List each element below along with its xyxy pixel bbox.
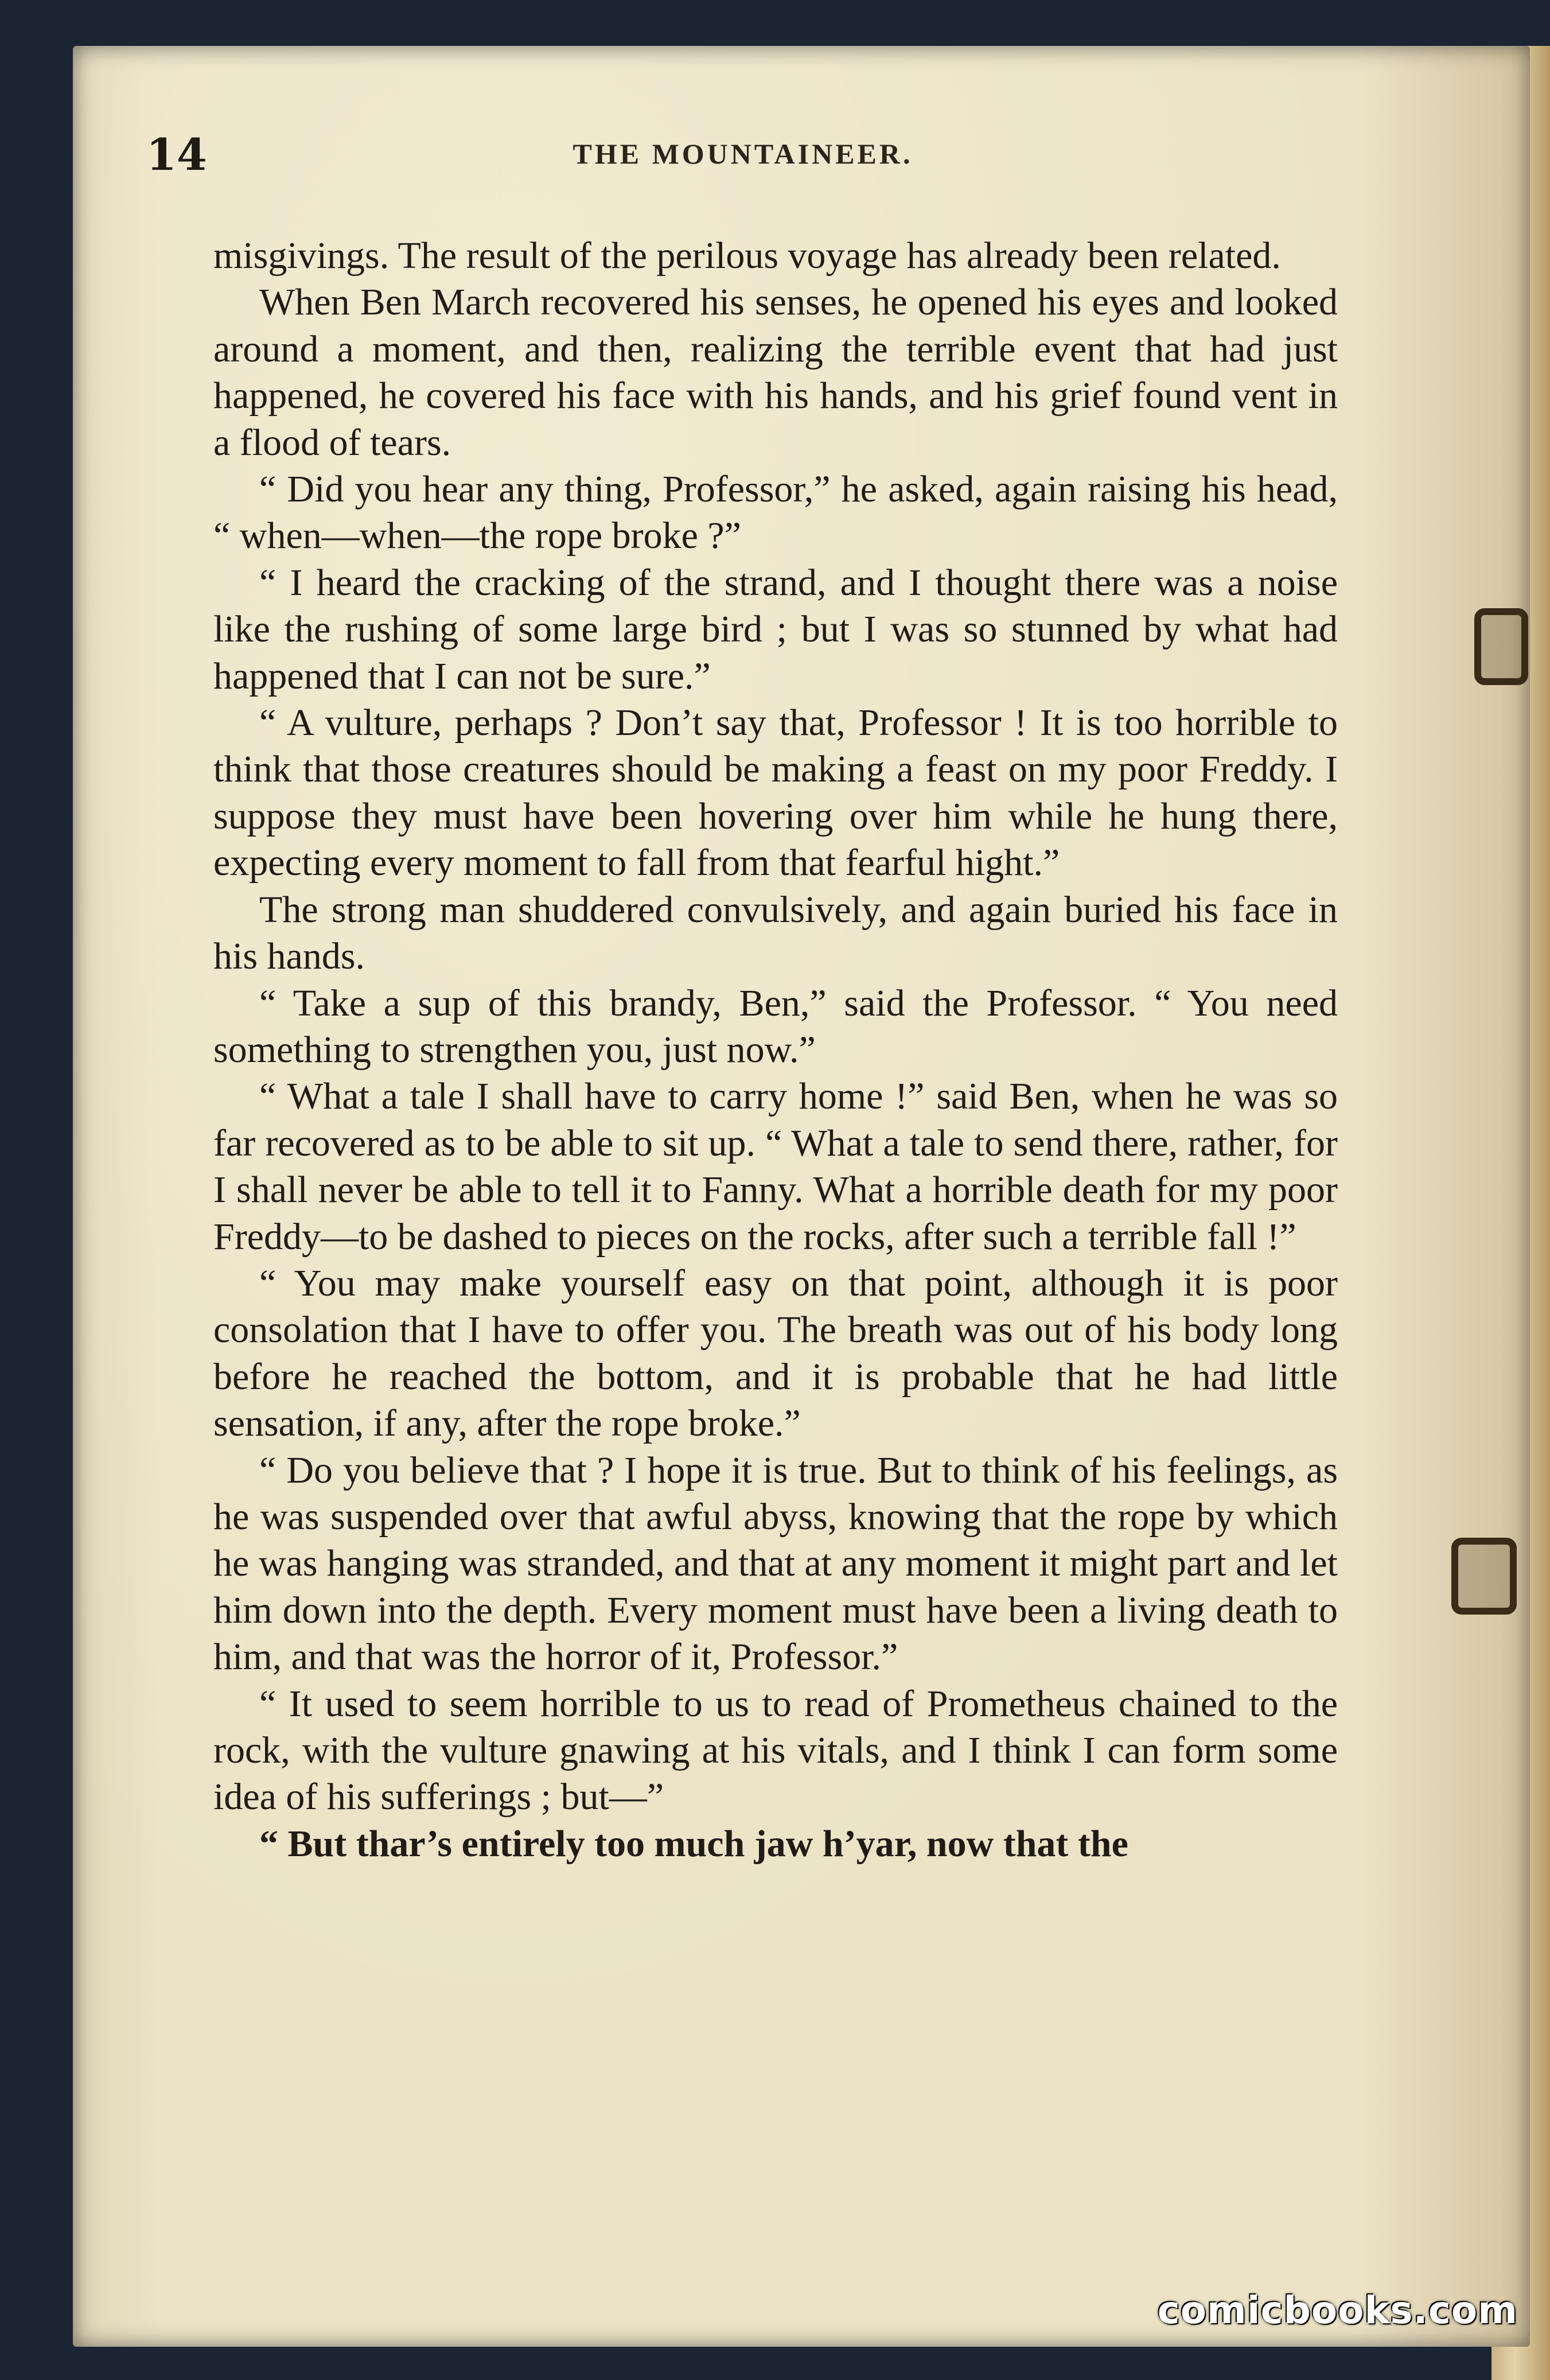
paragraph: “ Did you hear any thing, Professor,” he asked, again raising his head, “ when—when—the rope broke ?” xyxy=(213,468,1338,557)
paragraph: “ Do you believe that ? I hope it is true. But to think of his feelings, as he was suspended over that awful abyss, knowing that the rope by which he was hanging was stranded, and that at any moment it might part and let him down into the depth. Every moment must have been a living death to him, and that was the horror of it, Professor.” xyxy=(213,1449,1338,1678)
paragraph: “ What a tale I shall have to carry home !” said Ben, when he was so far recovered as to be able to sit up. “ What a tale to send there, rather, for I shall never be able to tell it to Fanny. What a horrible death for my poor Freddy—to be dashed to pieces on the rocks, after such a terrible fall !” xyxy=(213,1075,1338,1258)
page-header xyxy=(146,129,1339,186)
paragraph: “ I heard the cracking of the strand, and I thought there was a noise like the rushing of some large bird ; but I was so stunned by what had happened that I can not be sure.” xyxy=(213,561,1338,697)
paragraph: When Ben March recovered his senses, he opened his eyes and looked around a moment, and then, realizing the terrible event that had just happened, he covered his face with his hands, and his grief found vent in a flood of tears. xyxy=(213,281,1338,464)
binding-staple-mark xyxy=(1451,1538,1517,1615)
body-text xyxy=(213,232,1338,1867)
page-number: 14 xyxy=(146,129,207,180)
paragraph: The strong man shuddered convulsively, and again buried his face in his hands. xyxy=(213,888,1338,978)
paragraph: “ It used to seem horrible to us to read of Prometheus chained to the rock, with the vulture gnawing at his vitals, and I think I can form some idea of his sufferings ; but—” xyxy=(213,1682,1338,1818)
paragraph: “ Take a sup of this brandy, Ben,” said the Professor. “ You need something to strengthen you, just now.” xyxy=(213,982,1338,1071)
site-watermark: comicbooks.com xyxy=(1157,2288,1518,2332)
paragraph: “ A vulture, perhaps ? Don’t say that, Professor ! It is too horrible to think that those creatures should be making a feast on my poor Freddy. I suppose they must have been hovering over him while he hung there, expecting every moment to fall from that fearful hight.” xyxy=(213,702,1338,884)
paragraph: “ You may make yourself easy on that point, although it is poor consolation that I have to offer you. The breath was out of his body long before he reached the bottom, and it is probable that he had little sensation, if any, after the rope broke.” xyxy=(213,1262,1338,1445)
running-head: THE MOUNTAINEER. xyxy=(573,138,913,170)
binding-staple-mark xyxy=(1474,608,1528,685)
paragraph: “ But thar’s entirely too much jaw h’yar, now that the xyxy=(259,1822,1128,1865)
paragraph: misgivings. The result of the perilous voyage has already been related. xyxy=(213,235,1281,277)
